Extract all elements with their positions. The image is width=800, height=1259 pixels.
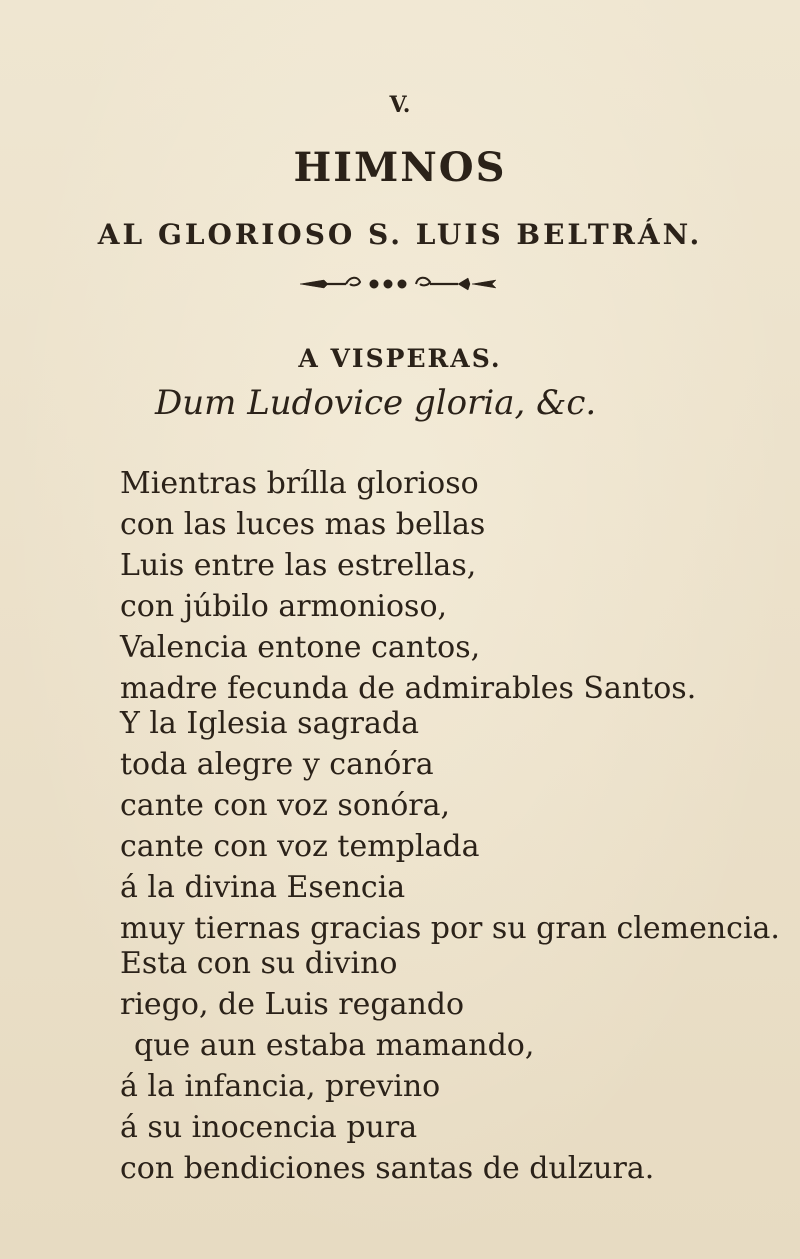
verse-line: madre fecunda de admirables Santos. — [120, 671, 697, 706]
verse-line: á su inocencia pura — [120, 1110, 418, 1145]
verse-line: Mientras brílla glorioso — [120, 466, 479, 501]
ornamental-rule-icon — [298, 272, 498, 296]
page-title: HIMNOS — [293, 144, 507, 191]
section-subtitle: A VISPERAS. — [298, 344, 502, 373]
verse-line: Esta con su divino — [120, 946, 398, 981]
verse-line: á la divina Esencia — [120, 870, 406, 905]
verse-line: que aun estaba mamando, — [134, 1028, 535, 1063]
verse-line: Y la Iglesia sagrada — [120, 706, 419, 741]
verse-line: á la infancia, previno — [120, 1069, 441, 1104]
verse-line: con júbilo armonioso, — [120, 589, 448, 624]
verse-line: riego, de Luis regando — [120, 987, 465, 1022]
stanza-1 — [120, 463, 696, 709]
stanza-3 — [120, 943, 654, 1189]
verse-line: cante con voz templada — [120, 829, 480, 864]
stanza-2 — [120, 703, 780, 949]
verse-line: con bendiciones santas de dulzura. — [120, 1151, 655, 1186]
verse-line: con las luces mas bellas — [120, 507, 486, 542]
latin-incipit: Dum Ludovice gloria, &c. — [155, 383, 597, 423]
verse-line: Valencia entone cantos, — [120, 630, 481, 665]
verse-line: muy tiernas gracias por su gran clemencia. — [120, 911, 780, 946]
verse-line: toda alegre y canóra — [120, 747, 434, 782]
section-number: V. — [389, 92, 411, 118]
verse-line: Luis entre las estrellas, — [120, 548, 477, 583]
dedication-line: AL GLORIOSO S. LUIS BELTRÁN. — [97, 218, 703, 251]
verse-line: cante con voz sonóra, — [120, 788, 451, 823]
